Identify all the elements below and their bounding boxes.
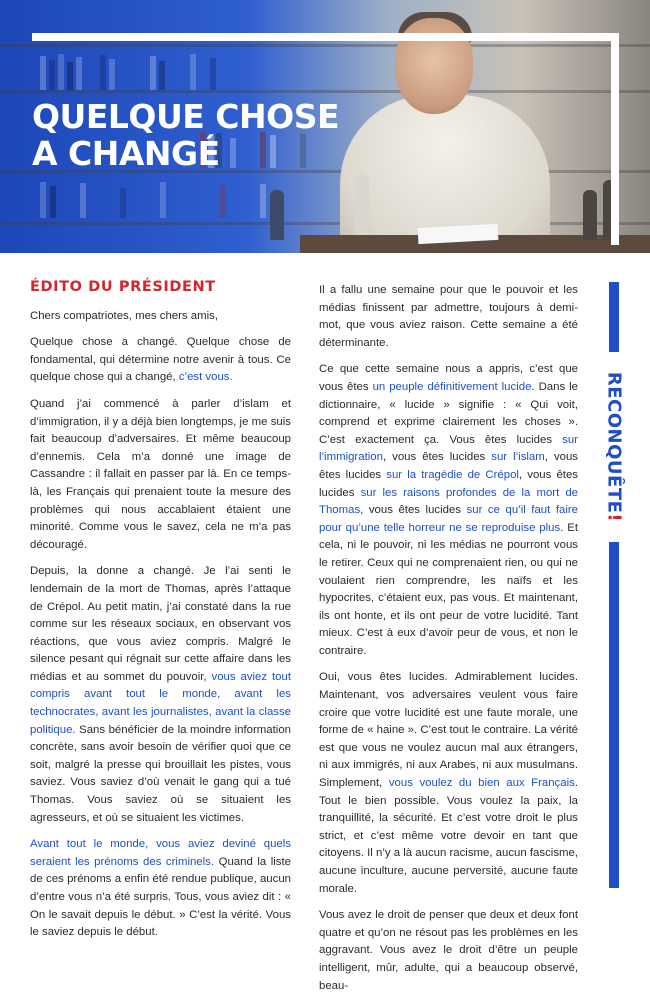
bookshelf-books bbox=[40, 52, 240, 90]
highlight-text: un peuple définitivement lucide bbox=[372, 380, 532, 393]
highlight-text: Avant tout le monde, vous aviez deviné quels seraient les prénoms des criminels. bbox=[30, 838, 291, 868]
highlight-text: vous aviez tout compris avant tout le monde, avant les technocrates, avant les journalistes, avant la classe politique. bbox=[30, 670, 291, 736]
bookshelf-line bbox=[0, 44, 650, 47]
right-column bbox=[319, 282, 578, 1004]
highlight-text: sur l’islam bbox=[491, 451, 545, 464]
paragraph: Vous avez le droit de penser que deux et deux font quatre et qu’on ne résout pas les problèmes en les aggravant. Vous avez le droit d’être un peuple intelligent, mûr, adulte, qui a beaucoup observé, beau- bbox=[319, 909, 578, 992]
hero-title: QUELQUE CHOSE A CHANGÉ bbox=[32, 97, 339, 173]
highlight-text: sur la tragédie de Crépol bbox=[386, 468, 519, 481]
highlight-text: sur les raisons profondes de la mort de Thomas bbox=[319, 486, 579, 517]
highlight-text: c’est vous. bbox=[178, 371, 233, 384]
figurine bbox=[583, 190, 597, 240]
bookshelf-line bbox=[0, 90, 650, 93]
reconquete-logo: RECONQUÊTE! bbox=[603, 371, 625, 523]
bust-statue bbox=[355, 175, 369, 235]
bookshelf-line bbox=[0, 222, 650, 225]
figurine bbox=[270, 190, 284, 240]
side-bar-top bbox=[609, 282, 619, 352]
paragraph: Ce que cette semaine nous a appris, c’est que vous êtes un peuple définitivement lucide. Dans le dictionnaire, « lucide » signifie : « Qui voit, comprend et exprime clairement les choses ». C’est exactement ça. Vous êtes lucides sur l’immigration, vous êtes lucides sur l’islam, vous êtes lucides sur la tragédie de Crépol, vous êtes lucides sur les raisons profondes de la mort de Thomas, vous êtes lucides sur ce qu’il faut faire pour qu’une telle horreur ne se reproduise plus. Et cela, ni le pouvoir, ni les médias ne pourront vous le retirer. Ceux qui ne comprenaient rien, ou qui ne voulaient rien comprendre, les naïfs et les hypocrites, c’étaient eux, pas vous. Et maintenant, ils ont honte, et ils ont peur de votre lucidité. Tant mieux. C’est à eux d’avoir peur de vous, et non le contraire. bbox=[319, 363, 579, 657]
paragraph: Quelque chose a changé. Quelque chose de fondamental, qui détermine notre avenir à tous. Ce quelque chose qui a changé, c’est vous. bbox=[30, 336, 291, 384]
highlight-text: vous voulez du bien aux Français bbox=[388, 777, 575, 790]
paragraph: Avant tout le monde, vous aviez deviné quels seraient les prénoms des criminels. Quand la liste de ces prénoms a enfin été rendue publique, aucun d’entre vous n’a été surpris. Tous, vous aviez dit : « On le savait depuis le début. » C’est la vérité. Vous le saviez depuis le début. bbox=[30, 838, 291, 939]
highlight-text: sur ce qu’il faut faire pour qu’une telle horreur ne se reproduise plus bbox=[319, 504, 578, 534]
paragraph: Il a fallu une semaine pour que le pouvoir et les médias finissent par admettre, toujours à demi-mot, que vous aviez raison. Cette semaine a été déterminante. bbox=[319, 284, 578, 349]
paragraph: Chers compatriotes, mes chers amis, bbox=[30, 309, 219, 322]
left-column bbox=[30, 279, 291, 951]
paragraph: Oui, vous êtes lucides. Admirablement lucides. Maintenant, vos adversaires veulent vous faire croire que votre lucidité est une faute morale, une forme de « haine ». C’est tout le contraire. La vérité est que vous ne voulez aucun mal aux étrangers, ni aux immigrés, ni aux Arabes, ni aux musulmans. Simplement, vous voulez du bien aux Français. Tout le bien possible. Vous voulez la paix, la tranquillité, la sécurité. Et c’est votre droit le plus strict, et c’est même votre devoir en tant que citoyens. Il n’y a là aucun racisme, aucun fascisme, aucune inculture, aucune perversité, aucune faute morale. bbox=[319, 671, 578, 895]
section-heading: ÉDITO DU PRÉSIDENT bbox=[30, 279, 216, 295]
hero-frame-top bbox=[32, 33, 619, 41]
paragraph: Quand j’ai commencé à parler d’islam et d’immigration, il y a déjà bien longtemps, je me suis fait beaucoup d’adversaires. Et même beaucoup d’ennemis. Cela m’a donné une image de Cassandre : il fallait en passer par là. En ce temps-là, les Français qui prenaient toute la mesure des problèmes qui nous accablaient étaient une minorité. Comme vous le savez, cela ne m’a pas découragé. bbox=[30, 397, 291, 551]
hero-frame-right bbox=[611, 33, 619, 245]
highlight-text: sur l’immigration bbox=[319, 433, 578, 464]
side-bar-bottom bbox=[609, 542, 619, 888]
paragraph: Depuis, la donne a changé. Je l’ai senti le lendemain de la mort de Thomas, après l’attaque de Crépol. Au petit matin, j’ai constaté dans la rue comme sur les réseaux sociaux, en observant vos réactions, que vous aviez compris. Malgré le silence pesant qui régnait sur cette affaire dans les médias et au sommet du pouvoir, vous aviez tout compris avant tout le monde, avant les technocrates, avant les journalistes, avant la classe politique. Sans bénéficier de la moindre information concrète, sans avoir besoin de vérifier quoi que ce soit, malgré la presse qui brouillait les pistes, vous saviez. Vous saviez d’où venait le gang qui a tué Thomas. Vous saviez où se situaient les agresseurs, et où se situaient les victimes. bbox=[30, 565, 291, 824]
